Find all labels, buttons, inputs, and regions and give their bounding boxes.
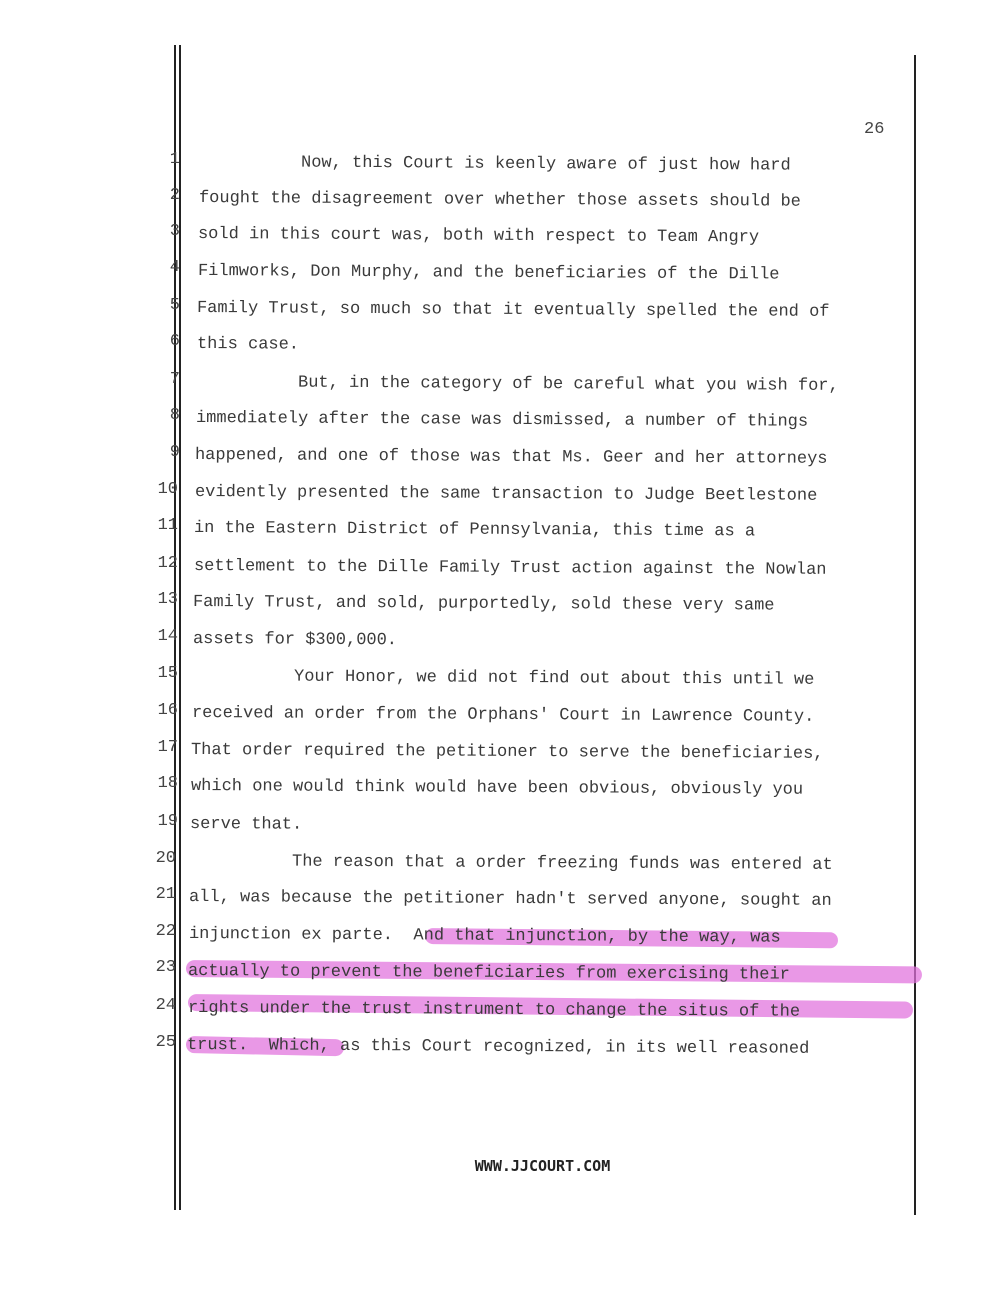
transcript-line: this case. <box>196 335 300 355</box>
line-number: 9 <box>169 443 180 462</box>
transcript-line: settlement to the Dille Family Trust action against the Nowlan <box>193 557 827 580</box>
line-number: 21 <box>155 885 176 904</box>
transcript-line: serve that. <box>189 815 303 835</box>
line-number: 22 <box>155 922 176 941</box>
transcript-line: actually to prevent the beneficiaries from exercising their <box>187 962 790 985</box>
transcript-line: The reason that a order freezing funds was entered at <box>189 852 833 875</box>
transcript-line: rights under the trust instrument to change the situs of the <box>187 999 801 1022</box>
right-margin-rule <box>914 55 916 1215</box>
transcript-line: trust. Which, as this Court recognized, in its well reasoned <box>186 1036 810 1059</box>
line-number: 7 <box>169 370 180 389</box>
line-number: 15 <box>157 664 178 683</box>
line-number: 10 <box>157 480 178 499</box>
transcript-line: Now, this Court is keenly aware of just how hard <box>198 153 791 176</box>
transcript-line: immediately after the case was dismissed, a number of things <box>195 409 809 432</box>
line-number: 20 <box>155 849 176 868</box>
line-number: 2 <box>169 186 180 205</box>
line-number: 12 <box>157 554 178 573</box>
line-number: 19 <box>157 812 178 831</box>
transcript-line: Filmworks, Don Murphy, and the beneficiaries of the Dille <box>197 262 780 285</box>
transcript-line: fought the disagreement over whether those assets should be <box>198 189 801 212</box>
line-number: 17 <box>157 738 178 757</box>
transcript-line: in the Eastern District of Pennsylvania, this time as a <box>193 519 756 542</box>
transcript-line: Your Honor, we did not find out about this until we <box>191 667 815 690</box>
line-number: 6 <box>169 332 180 351</box>
transcript-line: Family Trust, and sold, purportedly, sold these very same <box>192 593 775 616</box>
transcript-line: That order required the petitioner to serve the beneficiaries, <box>190 741 824 764</box>
transcript-line: But, in the category of be careful what you wish for, <box>195 373 839 396</box>
line-number: 24 <box>155 996 176 1015</box>
left-margin-rule-inner <box>179 45 181 1210</box>
page-number: 26 <box>864 120 885 139</box>
line-number: 11 <box>157 516 178 535</box>
transcript-line: all, was because the petitioner hadn't served anyone, sought an <box>188 888 832 911</box>
transcript-line: evidently presented the same transaction to Judge Beetlestone <box>194 483 818 506</box>
transcript-line: happened, and one of those was that Ms. Geer and her attorneys <box>194 446 828 469</box>
line-number: 23 <box>155 958 176 977</box>
court-reporter-footer: WWW.JJCOURT.COM <box>474 1157 611 1175</box>
line-number: 3 <box>169 222 180 241</box>
line-number: 16 <box>157 701 178 720</box>
line-number: 5 <box>169 296 180 315</box>
line-number: 18 <box>157 774 178 793</box>
transcript-line: assets for $300,000. <box>192 630 398 651</box>
line-number: 14 <box>157 627 178 646</box>
line-number: 13 <box>157 590 178 609</box>
transcript-line: sold in this court was, both with respect to Team Angry <box>197 225 760 248</box>
line-number: 1 <box>169 150 180 169</box>
transcript-line: injunction ex parte. And that injunction, by the way, was <box>188 925 781 948</box>
line-number: 4 <box>169 258 180 277</box>
line-number: 8 <box>169 406 180 425</box>
line-number: 25 <box>155 1033 176 1052</box>
transcript-line: received an order from the Orphans' Court in Lawrence County. <box>191 704 815 727</box>
transcript-line: Family Trust, so much so that it eventually spelled the end of <box>196 299 830 322</box>
transcript-line: which one would think would have been obvious, obviously you <box>190 777 804 800</box>
